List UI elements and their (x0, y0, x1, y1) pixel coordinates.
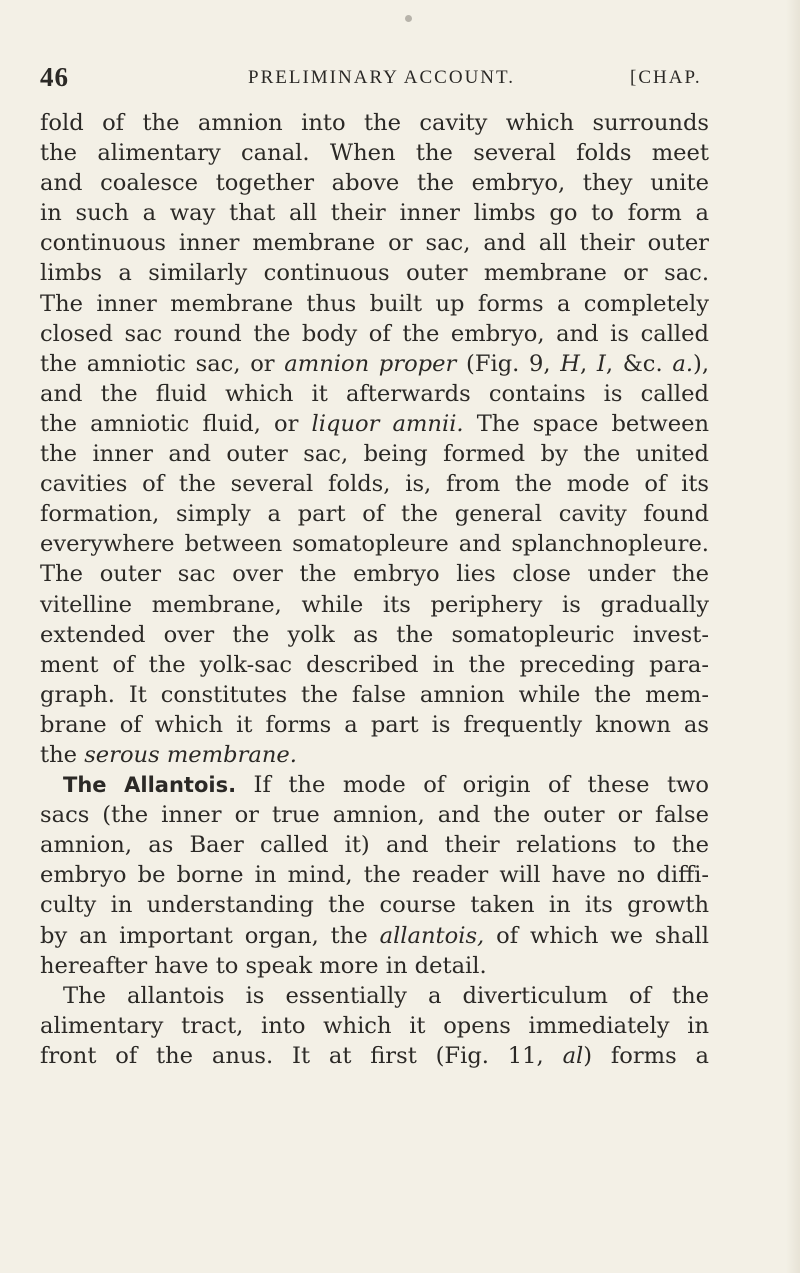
text-line: continuous inner membrane or sac, and all their outer (40, 230, 709, 257)
text-line: extended over the yolk as the somatopleuric invest- (40, 621, 709, 648)
page-edge-shadow (786, 0, 800, 1273)
text-run: (Fig. 9, (456, 350, 561, 377)
text-line: the inner and outer sac, being formed by the united (40, 441, 709, 468)
text-line: hereafter have to speak more in detail. (40, 952, 487, 979)
text-run: ), (693, 350, 709, 377)
running-title: PRELIMINARY ACCOUNT. (248, 67, 515, 88)
text-run: the amniotic sac, or (40, 350, 285, 377)
text-line: cavities of the several folds, is, from the mode of its (40, 471, 709, 498)
italic-term: liquor amnii. (311, 410, 464, 437)
text-line: fold of the amnion into the cavity which surrounds (40, 110, 709, 136)
page-number: 46 (40, 62, 69, 92)
text-run: the amniotic fluid, or (40, 410, 312, 437)
text-line (40, 1041, 709, 1071)
text-line: amnion, as Baer called it) and their relations to the (40, 832, 709, 859)
text-run: ) forms a (583, 1042, 709, 1069)
text-run: by an important organ, the (40, 922, 380, 949)
section-heading: The Allantois. (63, 773, 237, 798)
figure-ref: I (596, 350, 606, 377)
text-line: in such a way that all their inner limbs go to form a (40, 200, 709, 227)
text-line (40, 740, 709, 770)
text-run: of which we shall (484, 922, 709, 949)
running-header (40, 62, 710, 92)
text-line: and the fluid which it afterwards contains is called (40, 380, 709, 407)
text-run: front of the anus. It at first (Fig. 11, (40, 1042, 563, 1069)
italic-term: allantois, (379, 922, 485, 949)
text-line (40, 921, 709, 951)
text-line: limbs a similarly continuous outer membrane or sac. (40, 260, 709, 287)
text-run: The space between (463, 410, 710, 437)
text-line (40, 770, 709, 800)
text-line: culty in understanding the course taken in its growth (40, 892, 709, 919)
text-line (40, 409, 709, 439)
text-line: the alimentary canal. When the several folds meet (40, 140, 709, 167)
text-run: the (40, 741, 85, 768)
text-line: embryo be borne in mind, the reader will have no diffi- (40, 862, 709, 889)
text-line: formation, simply a part of the general cavity found (40, 501, 709, 528)
text-line: graph. It constitutes the false amnion while the mem- (40, 681, 709, 708)
text-line: The allantois is essentially a diverticulum of the (63, 982, 709, 1009)
text-line: alimentary tract, into which it opens immediately in (40, 1012, 709, 1039)
text-run: , (580, 350, 597, 377)
italic-term: amnion proper (284, 350, 457, 377)
text-line: vitelline membrane, while its periphery is gradually (40, 591, 709, 618)
figure-ref: al (562, 1042, 584, 1069)
text-line: The outer sac over the embryo lies close under the (40, 561, 709, 588)
text-line: The inner membrane thus built up forms a completely (40, 290, 709, 317)
text-run: If the mode of origin of these two (236, 772, 709, 799)
text-line: brane of which it forms a part is frequently known as (40, 711, 709, 738)
text-line: ment of the yolk-sac described in the preceding para- (40, 651, 709, 678)
text-line: sacs (the inner or true amnion, and the outer or false (40, 802, 709, 829)
page-speck (405, 15, 412, 22)
text-line: everywhere between somatopleure and splanchnopleure. (40, 531, 709, 558)
figure-ref: a. (672, 350, 693, 377)
text-line: closed sac round the body of the embryo, and is called (40, 320, 709, 347)
text-line: and coalesce together above the embryo, they unite (40, 170, 709, 197)
text-run: , &c. (605, 350, 673, 377)
text-line (40, 349, 709, 379)
figure-ref: H (560, 350, 581, 377)
italic-term: serous membrane. (84, 741, 297, 768)
body-text (40, 108, 709, 1071)
chapter-label: [CHAP. (630, 67, 702, 88)
